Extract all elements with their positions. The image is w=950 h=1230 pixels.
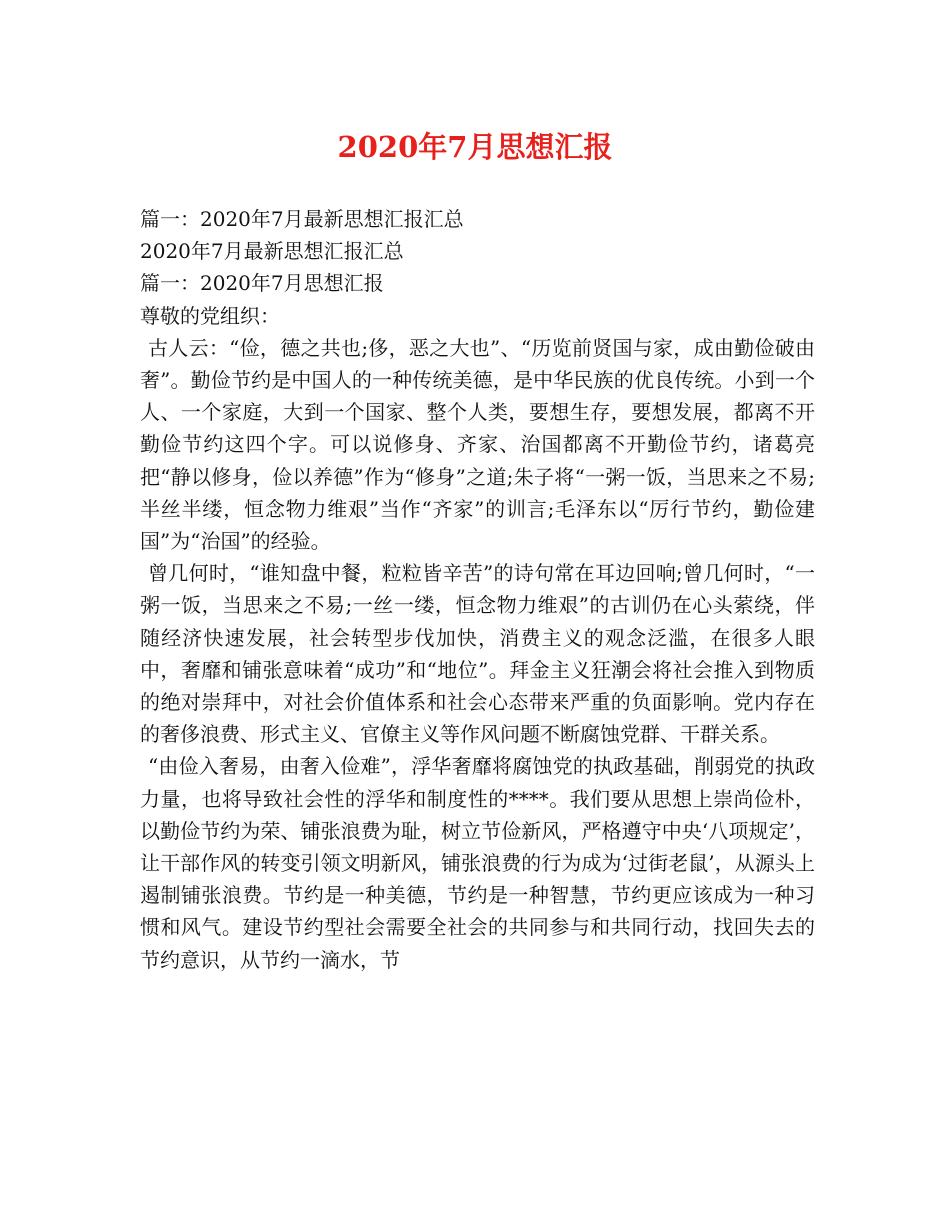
heading-2: 2020年7月最新思想汇报汇总 <box>140 239 404 264</box>
paragraph-2: 曾几何时，“谁知盘中餐，粒粒皆辛苦”的诗句常在耳边回响;曾几何时，“一粥一饭，当思来之不易;一丝一缕，恒念物力维艰”的古训仍在心头萦绕，伴随经济快速发展，社会转型步伐加快，消费主义的观念泛滥，在很多人眼中，奢靡和铺张意味着“成功”和“地位”。拜金主义狂潮会将社会推入到物质的绝对崇拜中，对社会价值体系和社会心态带来严重的负面影响。党内存在的奢侈浪费、形式主义、官僚主义等作风问题不断腐蚀党群、干群关系。 <box>140 561 815 747</box>
paragraph-1: 古人云：“俭，德之共也;侈，恶之大也”、“历览前贤国与家，成由勤俭破由奢”。勤俭节约是中国人的一种传统美德，是中华民族的优良传统。小到一个人、一个家庭，大到一个国家、整个人类，要想生存，要想发展，都离不开勤俭节约这四个字。可以说修身、齐家、治国都离不开勤俭节约，诸葛亮把“静以修身，俭以养德”作为“修身”之道;朱子将“一粥一饭，当思来之不易;半丝半缕，恒念物力维艰”当作“齐家”的训言;毛泽东以“厉行节约，勤俭建国”为“治国”的经验。 <box>140 335 815 554</box>
paragraph-3: “由俭入奢易，由奢入俭难”，浮华奢靡将腐蚀党的执政基础，削弱党的执政力量，也将导致社会性的浮华和制度性的****。我们要从思想上崇尚俭朴，以勤俭节约为荣、铺张浪费为耻，树立节俭新风，严格遵守中央‘八项规定’，让干部作风的转变引领文明新风，铺张浪费的行为成为‘过街老鼠’，从源头上遏制铺张浪费。节约是一种美德，节约是一种智慧，节约更应该成为一种习惯和风气。建设节约型社会需要全社会的共同参与和共同行动，找回失去的节约意识，从节约一滴水，节 <box>140 754 815 972</box>
heading-1: 篇一：2020年7月最新思想汇报汇总 <box>140 207 464 231</box>
document-body <box>140 203 815 976</box>
document-title: 2020年7月思想汇报 <box>337 130 613 164</box>
salutation: 尊敬的党组织： <box>140 303 280 328</box>
heading-3: 篇一：2020年7月思想汇报 <box>140 271 384 296</box>
